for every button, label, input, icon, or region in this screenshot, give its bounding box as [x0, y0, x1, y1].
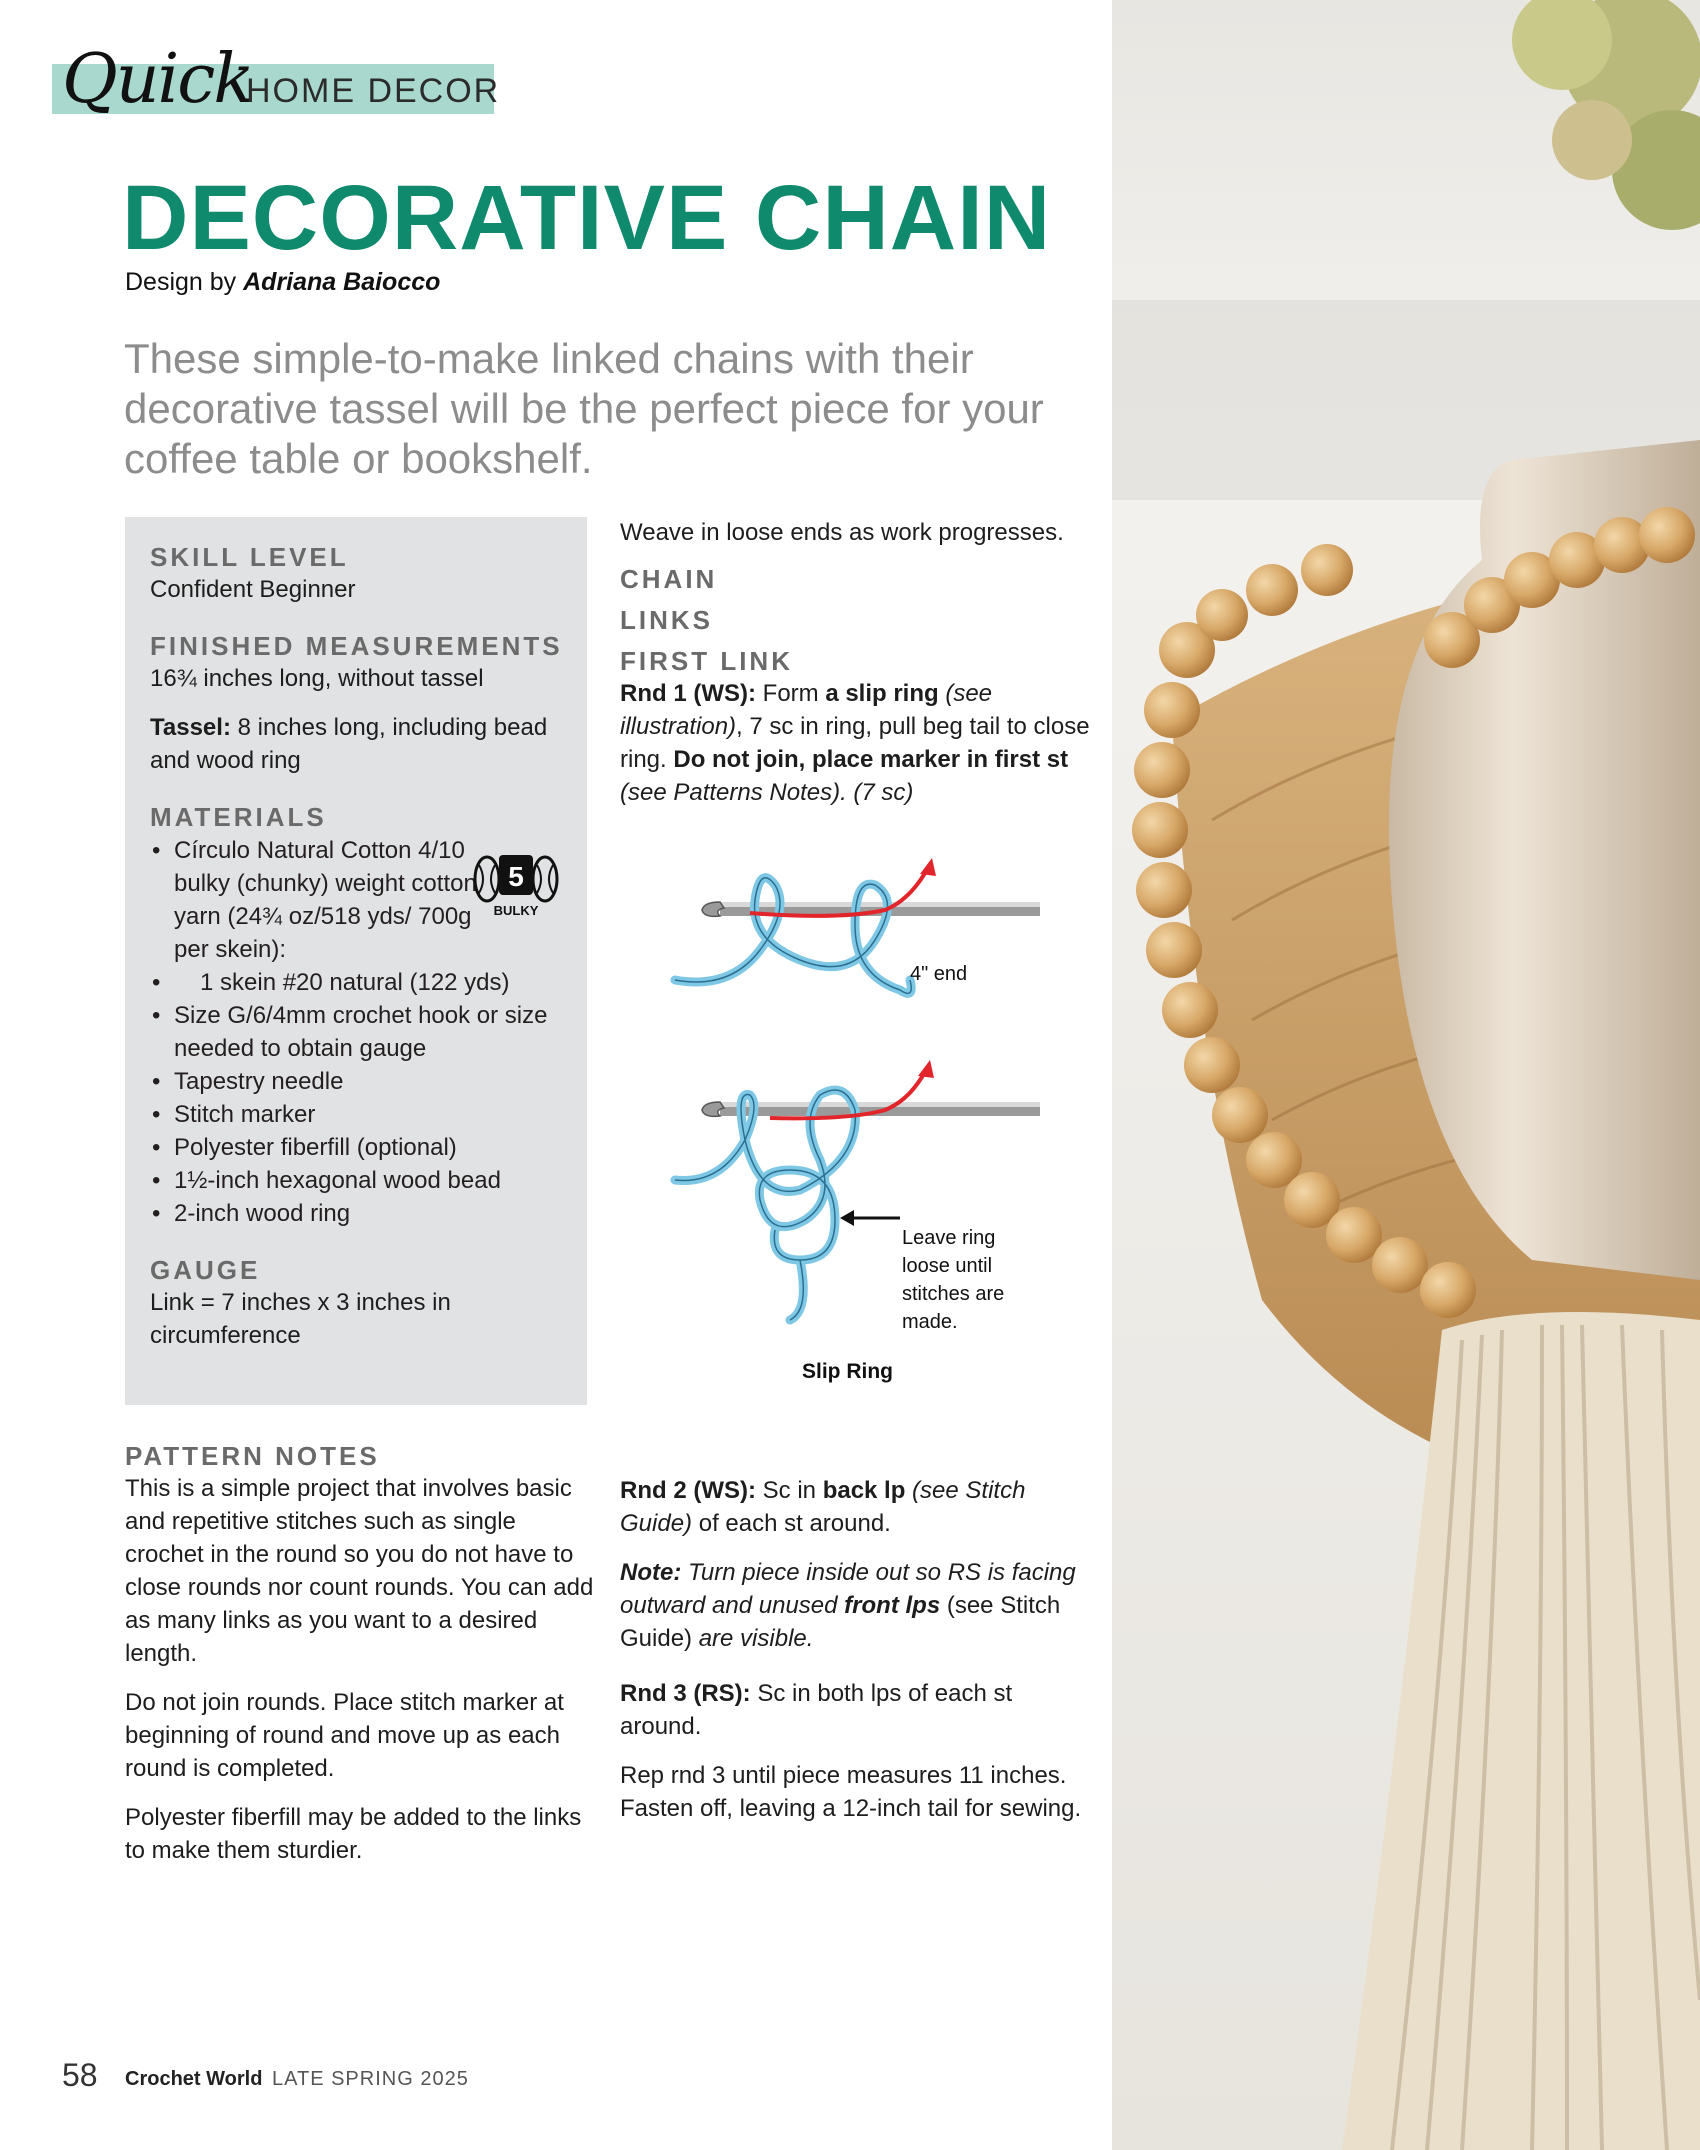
info-box: [125, 517, 587, 1405]
pattern-notes-paragraph: Do not join rounds. Place stitch marker at beginning of round and move up as each round is completed.: [125, 1689, 564, 1782]
tassel-label: Tassel:: [150, 714, 231, 741]
tassel-value: 8 inches long, including bead and wood ring: [150, 714, 548, 774]
yarn-loop-bottom: [675, 1090, 855, 1320]
instructions-top: [620, 516, 1090, 809]
magazine-name: Crochet World: [125, 2068, 263, 2090]
materials-item-yarn: • Círculo Natural Cotton 4/10 bulky (chunky) weight cotton yarn (24¾ oz/518 yds/ 700g per skein):: [150, 834, 570, 966]
rnd2-text: Rnd 2 (WS): Sc in back lp (see Stitch Guide) of each st around.: [620, 1477, 1026, 1537]
page-number: 58: [62, 2057, 98, 2093]
measurements-value: 16¾ inches long, without tassel: [150, 665, 484, 692]
materials-item-marker: • Stitch marker: [150, 1098, 570, 1131]
materials-item-ring: • 2-inch wood ring: [150, 1197, 570, 1230]
diagram-caption: Slip Ring: [802, 1360, 893, 1383]
materials-item-needle: • Tapestry needle: [150, 1065, 570, 1098]
skill-value: Confident Beginner: [150, 576, 356, 603]
pattern-notes-heading: PATTERN NOTES: [125, 1441, 380, 1471]
pattern-notes: [125, 1440, 595, 1867]
leave-ring-line4: made.: [902, 1311, 958, 1333]
yarn-weight-icon: [473, 851, 559, 919]
section-tag-label: HOME DECOR: [246, 72, 501, 110]
page-title: DECORATIVE CHAIN: [122, 167, 1052, 269]
leave-ring-line1: Leave ring: [902, 1227, 996, 1249]
gauge-heading: GAUGE: [150, 1255, 261, 1285]
skill-heading: SKILL LEVEL: [150, 542, 349, 572]
measurements-heading: FINISHED MEASUREMENTS: [150, 631, 563, 661]
issue-label: LATE SPRING 2025: [272, 2068, 469, 2090]
photo-illustration: [1112, 0, 1700, 2150]
instructions-bottom: [620, 1474, 1090, 1825]
rnd1-text: Rnd 1 (WS): Form a slip ring (see illustration), 7 sc in ring, pull beg tail to close ring. Do not join, place marker in first st (see Patterns Notes). (7 sc): [620, 680, 1090, 806]
intro-text: These simple-to-make linked chains with their decorative tassel will be the perfect piece for your coffee table or bookshelf.: [124, 335, 1044, 482]
leave-ring-line2: loose until: [902, 1255, 993, 1277]
materials-item-yarn-amount: • 1 skein #20 natural (122 yds): [150, 966, 570, 999]
gauge-value: Link = 7 inches x 3 inches in circumference: [150, 1289, 451, 1349]
pattern-notes-paragraph: This is a simple project that involves basic and repetitive stitches such as single crochet in the round so you do not have to close rounds nor count rounds. You can add as many links as you want to a desired length.: [125, 1475, 594, 1667]
note-text: Note: Turn piece inside out so RS is facing outward and unused front lps (see Stitch Guide) are visible.: [620, 1559, 1076, 1652]
end-label: 4" end: [910, 963, 968, 985]
first-link-heading: FIRST LINK: [620, 646, 793, 676]
pointer-arrow: [840, 1210, 900, 1226]
tassel-measure: [150, 711, 570, 777]
links-heading: LINKS: [620, 605, 713, 635]
section-tag-script: Quick: [62, 40, 253, 119]
materials-item-hook: • Size G/6/4mm crochet hook or size needed to obtain gauge: [150, 999, 570, 1065]
pattern-notes-paragraph: Polyester fiberfill may be added to the links to make them sturdier.: [125, 1804, 582, 1864]
repeat-text: Rep rnd 3 until piece measures 11 inches. Fasten off, leaving a 12-inch tail for sewing.: [620, 1762, 1082, 1822]
byline-prefix: Design by: [125, 268, 244, 296]
yarn-weight-label: BULKY: [493, 903, 539, 918]
materials-item-bead: • 1½-inch hexagonal wood bead: [150, 1164, 570, 1197]
designer-name: Adriana Baiocco: [243, 268, 441, 296]
leave-ring-line3: stitches are: [902, 1283, 1005, 1305]
materials-heading: MATERIALS: [150, 802, 327, 832]
yarn-weight-number: 5: [508, 861, 524, 892]
project-photo: [1112, 0, 1700, 2150]
chain-heading: CHAIN: [620, 564, 718, 594]
materials-item-fiberfill: • Polyester fiberfill (optional): [150, 1131, 570, 1164]
slip-ring-diagram: [660, 840, 1060, 1390]
rnd3-text: Rnd 3 (RS): Sc in both lps of each st around.: [620, 1680, 1013, 1740]
weave-text: Weave in loose ends as work progresses.: [620, 519, 1064, 546]
byline: [125, 268, 440, 297]
